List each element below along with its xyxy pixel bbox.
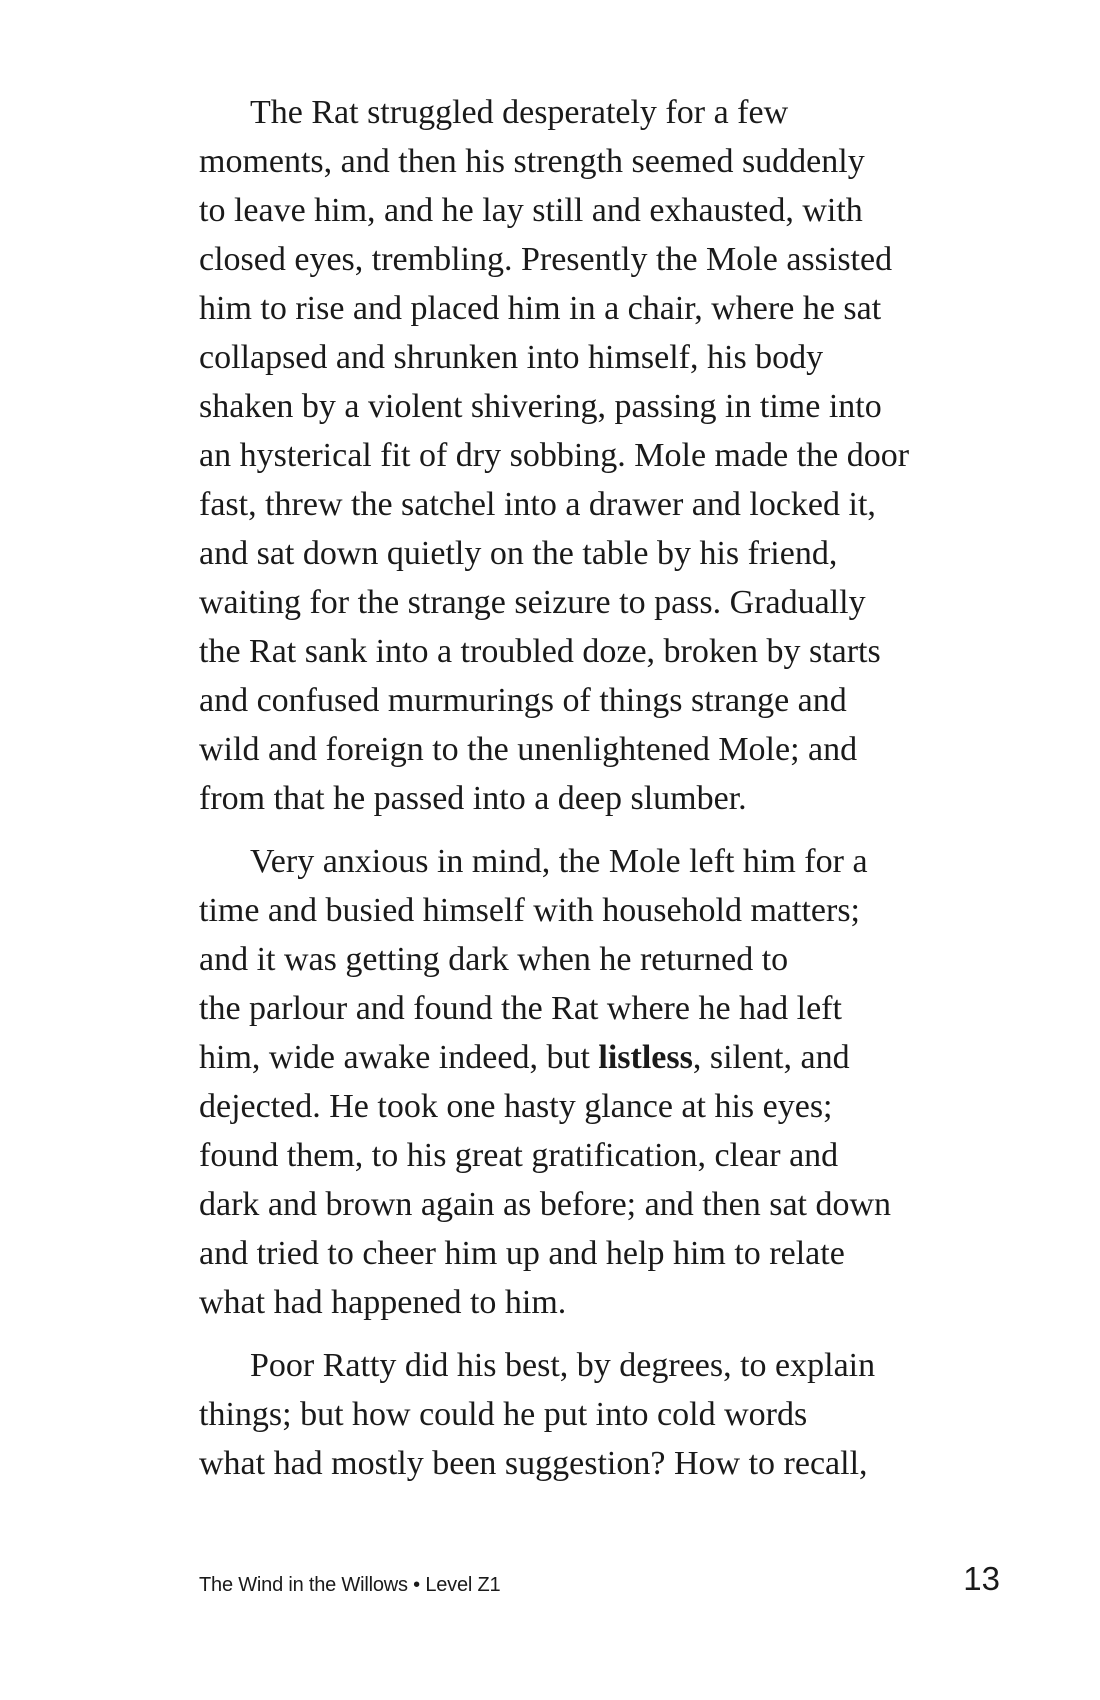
text-line: what had mostly been suggestion? How to recall, — [199, 1445, 868, 1482]
text-line: moments, and then his strength seemed suddenly — [199, 143, 865, 180]
text-line: dark and brown again as before; and then sat down — [199, 1186, 892, 1223]
text-line: what had happened to him. — [199, 1284, 567, 1321]
paragraph-3 — [199, 1341, 999, 1488]
body-text — [199, 88, 999, 1502]
text-line: Poor Ratty did his best, by degrees, to explain — [250, 1347, 876, 1384]
paragraph-1 — [199, 88, 999, 823]
text-line: from that he passed into a deep slumber. — [199, 780, 747, 817]
text-line: shaken by a violent shivering, passing in time into — [199, 388, 882, 425]
text-line-with-vocabulary-word — [199, 1033, 999, 1082]
text-line: and sat down quietly on the table by his friend, — [199, 535, 838, 572]
text-segment: , silent, and — [692, 1039, 850, 1076]
text-line: time and busied himself with household matters; — [199, 892, 861, 929]
text-line: found them, to his great gratification, clear and — [199, 1137, 839, 1174]
vocabulary-word: listless — [598, 1039, 693, 1076]
text-line: and confused murmurings of things strange and — [199, 682, 847, 719]
text-segment: him, wide awake indeed, but — [199, 1039, 599, 1076]
text-line: the parlour and found the Rat where he had left — [199, 990, 842, 1027]
text-line: Very anxious in mind, the Mole left him for a — [250, 843, 868, 880]
text-line: and it was getting dark when he returned to — [199, 941, 789, 978]
paragraph-2 — [199, 837, 999, 1327]
page-number: 13 — [963, 1560, 1000, 1597]
text-line: and tried to cheer him up and help him to relate — [199, 1235, 845, 1272]
text-line: closed eyes, trembling. Presently the Mole assisted — [199, 241, 893, 278]
footer-book-title: The Wind in the Willows • Level Z1 — [199, 1574, 501, 1596]
text-line: The Rat struggled desperately for a few — [250, 94, 789, 131]
text-line: waiting for the strange seizure to pass. Gradually — [199, 584, 866, 621]
text-line: wild and foreign to the unenlightened Mole; and — [199, 731, 858, 768]
text-line: to leave him, and he lay still and exhausted, with — [199, 192, 863, 229]
text-line: things; but how could he put into cold words — [199, 1396, 808, 1433]
text-line: dejected. He took one hasty glance at his eyes; — [199, 1088, 833, 1125]
text-line: him to rise and placed him in a chair, where he sat — [199, 290, 882, 327]
text-line: the Rat sank into a troubled doze, broken by starts — [199, 633, 881, 670]
text-line: fast, threw the satchel into a drawer and locked it, — [199, 486, 876, 523]
text-line: an hysterical fit of dry sobbing. Mole made the door — [199, 437, 910, 474]
text-line: collapsed and shrunken into himself, his body — [199, 339, 824, 376]
